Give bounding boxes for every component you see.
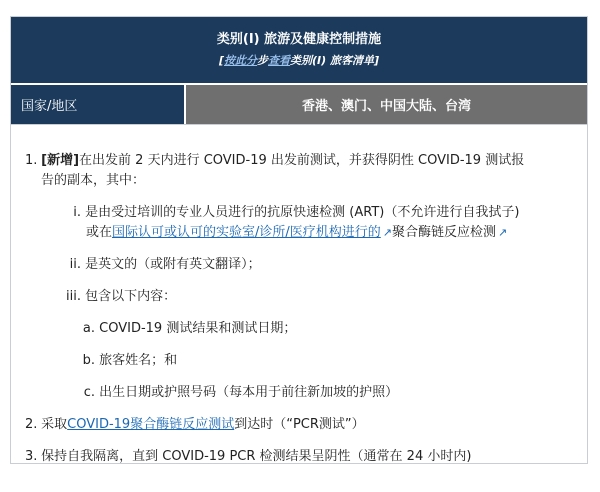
view-link[interactable]: 查看 [268,53,290,67]
panel-title: 类别(I) 旅游及健康控制措施 [216,31,382,47]
list-item: a. COVID-19 测试结果和测试日期； [82,321,297,336]
list-item: i. 是由受过培训的专业人员进行的抗原快速检测 (ART)（不允许进行自我拭子) [73,205,520,220]
new-tag: [新增] [41,153,80,168]
region-value: 香港、澳门、中国大陆、台湾 [186,85,587,124]
list-item: 1. [新增]在出发前 2 天内进行 COVID-19 出发前测试，并获得阴性 COVID-19 测试报 [25,153,525,168]
region-label: 国家/地区 [11,85,186,124]
step-link[interactable]: 按此分 [224,53,257,67]
panel-subtitle: [按此分步查看类别(I) 旅客清单] [218,53,380,67]
external-link-icon: ↗ [382,226,392,239]
list-item: 3. 保持自我隔离，直到 COVID-19 PCR 检测结果呈阴性（通常在 24 小时内) [25,449,472,464]
travel-measures-panel: 类别(I) 旅游及健康控制措施 [按此分步查看类别(I) 旅客清单] 国家/地区 香港、澳门、中国大陆、台湾 1. [新增]在出发前 2 天内进行 COVID-19 出发前测试，并获得阴性 COVID-19 测试报 告的副本，其中： i. 是由受过培训的专业人员进行的抗原快速检测 (ART)（不允许进行自我拭子) 或在国际认可或认可的实验室/诊所/医疗机构进行的 ↗聚合酶链反应检测 ↗ ii. 是英文的（或附有英文翻译）； iii. 包含以下内容： a. COVID-19 测试结果和测试日期； b. 旅客姓名；和 c. 出生日期或护照号码（每本用于前往新加坡的护照） 2. 采取COVID-19聚合酶链反应测试到达时（“PCR测试”） 3. 保持自我隔离，直到 COVID-19 PCR 检测结果呈阴性（通常在 24 小时内) [10,16,588,464]
list-item: 2. 采取COVID-19聚合酶链反应测试到达时（“PCR测试”） [25,417,365,432]
panel-header [11,17,587,85]
list-item: b. 旅客姓名；和 [82,353,178,368]
list-item: ii. 是英文的（或附有英文翻译）； [69,257,261,272]
external-link-icon: ↗ [498,226,508,239]
region-row [11,85,587,125]
pcr-test-link[interactable]: COVID-19聚合酶链反应测试 [67,417,235,432]
list-item: c. 出生日期或护照号码（每本用于前往新加坡的护照） [83,385,399,400]
accredited-lab-link[interactable]: 国际认可或认可的实验室/诊所/医疗机构进行的 [112,225,381,240]
list-item: iii. 包含以下内容： [66,289,177,304]
